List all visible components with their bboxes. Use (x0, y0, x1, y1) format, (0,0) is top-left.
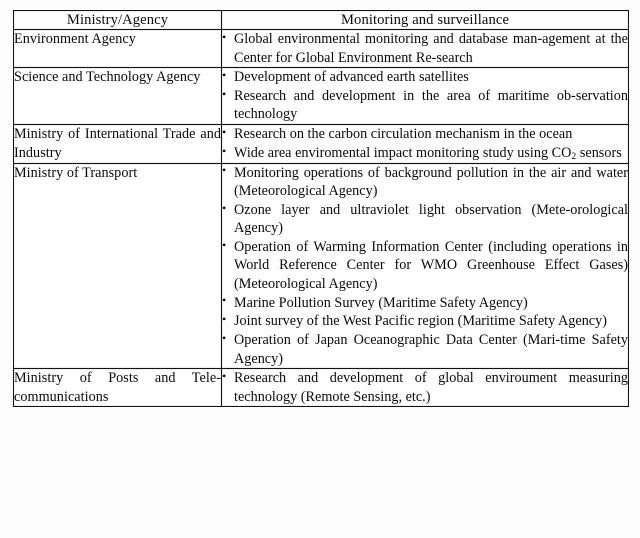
activity-bullet-item: • Development of advanced earth satellites (222, 68, 628, 86)
table-row (14, 68, 629, 125)
agency-monitoring-table (13, 10, 629, 407)
column-header-agency: Ministry/Agency (14, 11, 222, 30)
activity-bullet-item: • Global environmental monitoring and database man-agement at the Center for Global Environment Re-search (222, 30, 628, 67)
agency-name: Ministry of Posts and Tele-communications (14, 370, 221, 405)
table-row (14, 369, 629, 407)
activity-bullet-item: • Operation of Warming Information Center (including operations in World Reference Center for WMO Greenhouse Effect Gases) (Meteorological Agency) (222, 238, 628, 293)
table-row (14, 30, 629, 68)
agency-name: Ministry of Transport (14, 164, 138, 181)
activity-cell (222, 68, 629, 125)
activity-cell (222, 30, 629, 68)
activity-bullet-list (222, 369, 628, 406)
agency-cell (14, 68, 222, 125)
table-row (14, 125, 629, 164)
agency-cell (14, 163, 222, 368)
agency-name: Ministry of International Trade and Industry (14, 126, 221, 161)
activity-bullet-list (222, 125, 628, 162)
activity-bullet-item: • Wide area enviromental impact monitoring study using $CO_2$ sensors (222, 144, 628, 162)
activity-cell (222, 369, 629, 407)
table-header (14, 11, 629, 30)
subscript-text: 2 (571, 151, 577, 163)
column-header-activity: Monitoring and surveillance (222, 11, 629, 30)
agency-cell (14, 30, 222, 68)
activity-bullet-item: • Ozone layer and ultraviolet light observation (Mete-orological Agency) (222, 201, 628, 238)
activity-bullet-item: • Marine Pollution Survey (Maritime Safety Agency) (222, 294, 628, 312)
activity-bullet-item: • Research and development of global enviroument measuring technology (Remote Sensing, etc.) (222, 369, 628, 406)
activity-bullet-list (222, 30, 628, 67)
agency-cell (14, 369, 222, 407)
table-body (14, 30, 629, 407)
activity-bullet-list (222, 68, 628, 123)
activity-bullet-item: • Research on the carbon circulation mechanism in the ocean (222, 125, 628, 143)
table-header-row (14, 11, 629, 30)
agency-name: Environment Agency (14, 31, 136, 48)
table-row (14, 163, 629, 368)
agency-cell (14, 125, 222, 164)
activity-cell (222, 125, 629, 164)
activity-bullet-item: • Research and development in the area of maritime ob-servation technology (222, 87, 628, 124)
activity-bullet-item: • Joint survey of the West Pacific region (Maritime Safety Agency) (222, 312, 628, 330)
activity-bullet-list (222, 164, 628, 368)
agency-name: Science and Technology Agency (14, 69, 201, 86)
activity-bullet-item: • Monitoring operations of background pollution in the air and water (Meteorological Agency) (222, 164, 628, 201)
activity-bullet-item: • Operation of Japan Oceanographic Data Center (Mari-time Safety Agency) (222, 331, 628, 368)
activity-cell (222, 163, 629, 368)
